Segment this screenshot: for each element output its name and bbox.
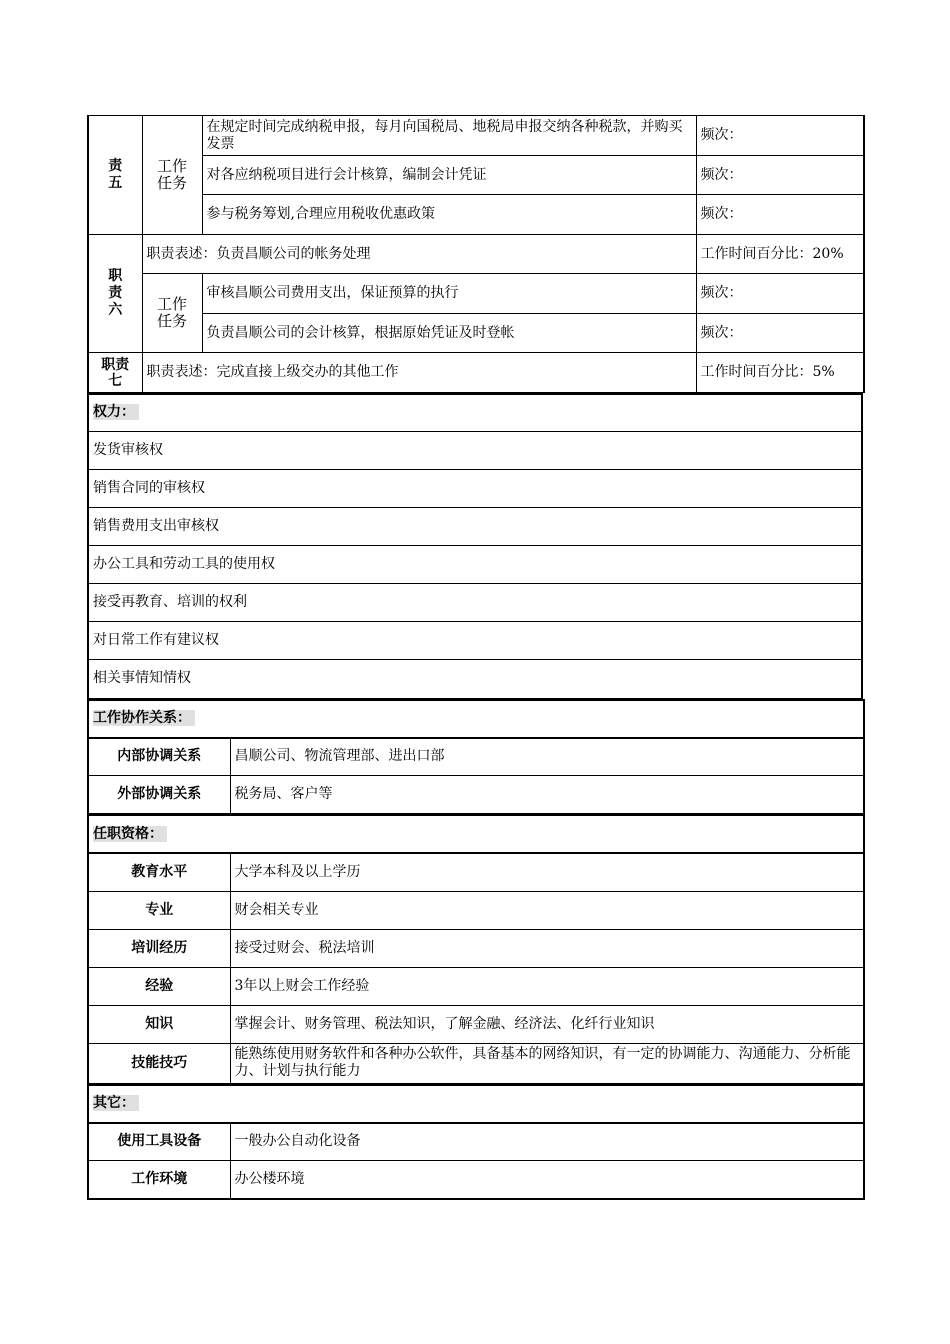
duty6-label-line2: 责: [108, 285, 123, 301]
duty5-task-2: 对各应纳税项目进行会计核算，编制会计凭证: [202, 156, 696, 195]
duty6-label-line3: 六: [108, 302, 123, 318]
qualification-value: 大学本科及以上学历: [230, 853, 864, 891]
authority-item: 发货审核权: [88, 431, 862, 469]
qualification-value: 接受过财会、税法培训: [230, 929, 864, 967]
duty7-label-line1: 职责: [101, 356, 130, 373]
duty5-label-line1: 责: [108, 158, 123, 174]
duty6-task-2: 负责昌顺公司的会计核算，根据原始凭证及时登帐: [202, 314, 696, 353]
qualification-label: 知识: [88, 1005, 230, 1043]
authority-item: 接受再教育、培训的权利: [88, 583, 862, 621]
other-table: [87, 1084, 865, 1200]
duty7-description: 职责表述：完成直接上级交办的其他工作: [142, 353, 696, 393]
duty5-label-line2: 五: [108, 175, 123, 191]
qualification-value: 财会相关专业: [230, 891, 864, 929]
authority-item: 相关事情知情权: [88, 659, 862, 698]
other-value: 办公楼环境: [230, 1161, 864, 1199]
authority-item: 对日常工作有建议权: [88, 621, 862, 659]
qualifications-table: [87, 814, 865, 1084]
relations-value: 税务局、客户等: [230, 776, 864, 814]
qualifications-title: [88, 815, 864, 853]
other-title: [88, 1085, 864, 1123]
duty5-freq-2: 频次：: [696, 156, 864, 195]
authority-item: 销售合同的审核权: [88, 469, 862, 507]
relations-title-text: 工作协作关系：: [93, 710, 195, 726]
other-label: 使用工具设备: [88, 1123, 230, 1161]
qualification-label: 专业: [88, 891, 230, 929]
authority-title: [88, 394, 862, 431]
authority-item: 办公工具和劳动工具的使用权: [88, 545, 862, 583]
duties-table: [87, 115, 865, 393]
duty5-task-1: 在规定时间完成纳税申报，每月向国税局、地税局申报交纳各种税款，并购买发票: [202, 116, 696, 156]
other-value: 一般办公自动化设备: [230, 1123, 864, 1161]
qualification-value: 3年以上财会工作经验: [230, 967, 864, 1005]
relations-label: 外部协调关系: [88, 776, 230, 814]
duty6-task-1: 审核昌顺公司费用支出，保证预算的执行: [202, 274, 696, 314]
qualification-value: 掌握会计、财务管理、税法知识，了解金融、经济法、化纤行业知识: [230, 1005, 864, 1043]
duty5-freq-1: 频次：: [696, 116, 864, 156]
authority-title-text: 权力：: [93, 404, 139, 420]
duty6-percent: 工作时间百分比：20%: [696, 235, 864, 274]
duty5-task-3: 参与税务筹划,合理应用税收优惠政策: [202, 195, 696, 235]
relations-title: [88, 700, 864, 738]
qualification-label: 经验: [88, 967, 230, 1005]
qualifications-title-text: 任职资格：: [93, 826, 167, 842]
authority-table: [87, 393, 863, 699]
duty6-label: [88, 235, 142, 353]
relations-value: 昌顺公司、物流管理部、进出口部: [230, 738, 864, 776]
authority-item: 销售费用支出审核权: [88, 507, 862, 545]
qualification-label: 培训经历: [88, 929, 230, 967]
duty6-freq-1: 频次：: [696, 274, 864, 314]
qualification-label: 技能技巧: [88, 1043, 230, 1083]
relations-table: [87, 699, 865, 815]
duty7-label-line2: 七: [108, 372, 123, 389]
duty5-task-label: 工作任务: [142, 116, 202, 235]
relations-label: 内部协调关系: [88, 738, 230, 776]
qualification-value: 能熟练使用财务软件和各种办公软件，具备基本的网络知识，有一定的协调能力、沟通能力、分析能力、计划与执行能力: [230, 1043, 864, 1083]
duty7-percent: 工作时间百分比：5%: [696, 353, 864, 393]
qualification-label: 教育水平: [88, 853, 230, 891]
other-label: 工作环境: [88, 1161, 230, 1199]
duty5-freq-3: 频次：: [696, 195, 864, 235]
job-description-page: [87, 115, 863, 1200]
duty6-label-line1: 职: [108, 268, 123, 284]
duty5-label: [88, 116, 142, 235]
duty6-task-label: 工作任务: [142, 274, 202, 353]
duty7-label: [88, 353, 142, 393]
duty6-description: 职责表述：负责昌顺公司的帐务处理: [142, 235, 696, 274]
other-title-text: 其它：: [93, 1095, 139, 1111]
duty6-freq-2: 频次：: [696, 314, 864, 353]
